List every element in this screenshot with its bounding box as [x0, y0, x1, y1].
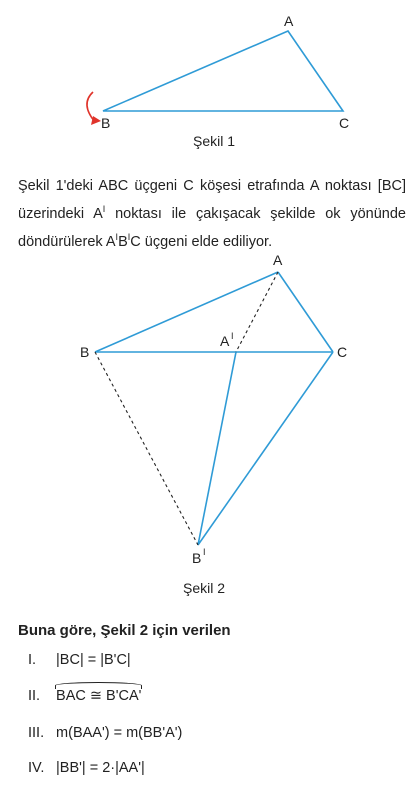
segment-ba [95, 272, 278, 352]
segment-b1c [198, 352, 333, 545]
item-number: IV. [28, 760, 45, 776]
statement-item-2 [28, 688, 141, 704]
label-a: A [284, 13, 294, 29]
question-stem: Buna göre, Şekil 2 için verilen [18, 622, 231, 639]
label-a: A [273, 252, 283, 268]
label-c: C [337, 344, 348, 360]
item-text: |BB'| = 2·|AA'| [56, 760, 145, 776]
statement-part-3: B [118, 233, 128, 250]
statement-sup-3: I [127, 231, 131, 242]
item-text: m(BAA') = m(BB'A') [56, 725, 183, 741]
statement-item-3 [28, 725, 182, 741]
statement-sup-1: I [102, 204, 106, 214]
figure-2-caption: Şekil 2 [183, 580, 226, 596]
dashed-aa1 [236, 272, 278, 352]
label-a-prime: A [220, 333, 230, 349]
label-b-prime: B [192, 550, 202, 566]
item-number: II. [28, 688, 41, 704]
item-text: BAC ≅ B'CA' [56, 688, 142, 704]
label-a-prime-sup: I [231, 331, 234, 341]
statement-part-1: Şekil 1'deki ABC üçgeni C köşesi etrafında A noktası [BC] üzerindeki A [18, 178, 406, 222]
dashed-bb1 [95, 352, 198, 545]
label-b: B [101, 115, 111, 131]
statement-sup-2: I [115, 231, 119, 242]
label-c: C [339, 115, 350, 131]
label-b: B [80, 344, 90, 360]
label-b-prime-sup: I [203, 547, 206, 557]
segment-ac [278, 272, 333, 352]
statement-part-2: noktası ile çakışacak şekilde ok yönünde döndürülerek A [18, 205, 406, 250]
item-text: |BC| = |B'C| [56, 652, 131, 668]
statement-item-4 [28, 760, 145, 776]
item-number: I. [28, 652, 37, 668]
statement-item-1 [28, 652, 131, 668]
item-number: III. [28, 725, 45, 741]
statement-part-4: C üçgeni elde ediliyor. [130, 233, 273, 250]
figure-1-caption: Şekil 1 [193, 133, 236, 149]
segment-a1b1 [198, 352, 236, 545]
